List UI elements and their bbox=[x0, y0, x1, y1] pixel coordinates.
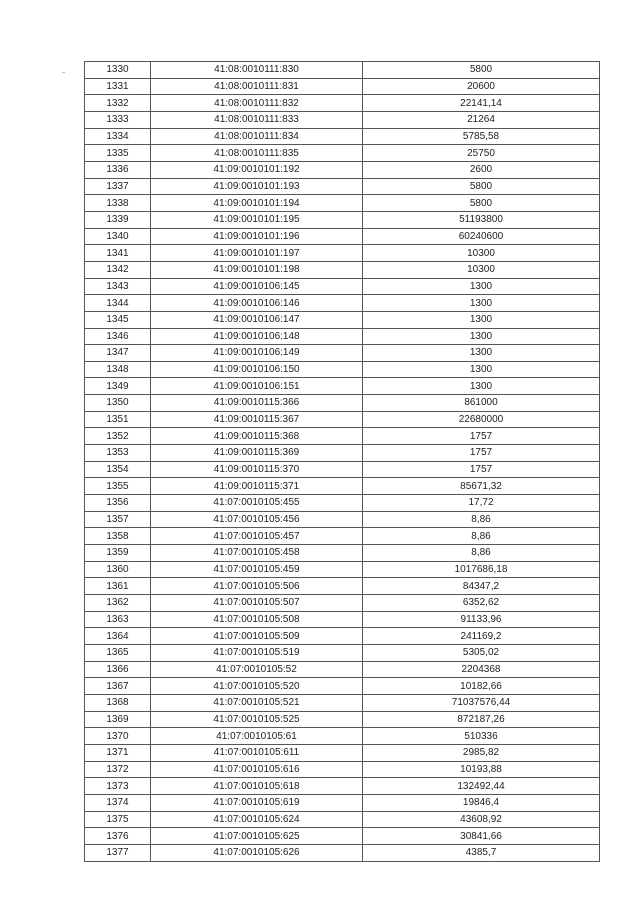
row-number-cell: 1369 bbox=[85, 711, 151, 728]
row-number-cell: 1337 bbox=[85, 178, 151, 195]
row-number-cell: 1331 bbox=[85, 78, 151, 95]
row-number-cell: 1372 bbox=[85, 761, 151, 778]
cadastral-number-cell: 41:09:0010115:366 bbox=[151, 395, 363, 412]
cadastral-number-cell: 41:07:0010105:459 bbox=[151, 561, 363, 578]
table-row bbox=[85, 778, 600, 795]
cadastral-number-cell: 41:07:0010105:458 bbox=[151, 545, 363, 562]
cadastral-number-cell: 41:07:0010105:616 bbox=[151, 761, 363, 778]
cadastral-number-cell: 41:08:0010111:834 bbox=[151, 128, 363, 145]
value-cell: 241169,2 bbox=[363, 628, 600, 645]
row-number-cell: 1358 bbox=[85, 528, 151, 545]
cadastral-value-table bbox=[84, 61, 600, 862]
table-row bbox=[85, 844, 600, 861]
value-cell: 5305,02 bbox=[363, 644, 600, 661]
cadastral-number-cell: 41:07:0010105:456 bbox=[151, 511, 363, 528]
value-cell: 1300 bbox=[363, 361, 600, 378]
value-cell: 43608,92 bbox=[363, 811, 600, 828]
table-row bbox=[85, 811, 600, 828]
table-row bbox=[85, 595, 600, 612]
row-number-cell: 1365 bbox=[85, 644, 151, 661]
value-cell: 1300 bbox=[363, 328, 600, 345]
row-number-cell: 1344 bbox=[85, 295, 151, 312]
row-number-cell: 1343 bbox=[85, 278, 151, 295]
value-cell: 10300 bbox=[363, 245, 600, 262]
row-number-cell: 1376 bbox=[85, 828, 151, 845]
scan-speck bbox=[62, 72, 65, 73]
value-cell: 51193800 bbox=[363, 211, 600, 228]
cadastral-number-cell: 41:09:0010115:370 bbox=[151, 461, 363, 478]
value-cell: 10193,88 bbox=[363, 761, 600, 778]
value-cell: 1300 bbox=[363, 311, 600, 328]
row-number-cell: 1350 bbox=[85, 395, 151, 412]
cadastral-number-cell: 41:09:0010101:192 bbox=[151, 161, 363, 178]
row-number-cell: 1370 bbox=[85, 728, 151, 745]
row-number-cell: 1363 bbox=[85, 611, 151, 628]
value-cell: 1300 bbox=[363, 345, 600, 362]
row-number-cell: 1371 bbox=[85, 744, 151, 761]
cadastral-number-cell: 41:09:0010101:197 bbox=[151, 245, 363, 262]
table-row bbox=[85, 311, 600, 328]
cadastral-number-cell: 41:07:0010105:457 bbox=[151, 528, 363, 545]
table-row bbox=[85, 62, 600, 79]
table-row bbox=[85, 78, 600, 95]
value-cell: 10182,66 bbox=[363, 678, 600, 695]
row-number-cell: 1335 bbox=[85, 145, 151, 162]
table-row bbox=[85, 95, 600, 112]
value-cell: 6352,62 bbox=[363, 595, 600, 612]
cadastral-number-cell: 41:09:0010101:195 bbox=[151, 211, 363, 228]
row-number-cell: 1345 bbox=[85, 311, 151, 328]
value-cell: 4385,7 bbox=[363, 844, 600, 861]
table-row bbox=[85, 761, 600, 778]
cadastral-number-cell: 41:07:0010105:506 bbox=[151, 578, 363, 595]
cadastral-number-cell: 41:08:0010111:832 bbox=[151, 95, 363, 112]
row-number-cell: 1349 bbox=[85, 378, 151, 395]
cadastral-number-cell: 41:09:0010115:367 bbox=[151, 411, 363, 428]
row-number-cell: 1373 bbox=[85, 778, 151, 795]
cadastral-number-cell: 41:09:0010106:149 bbox=[151, 345, 363, 362]
row-number-cell: 1375 bbox=[85, 811, 151, 828]
cadastral-number-cell: 41:09:0010115:371 bbox=[151, 478, 363, 495]
value-cell: 19846,4 bbox=[363, 794, 600, 811]
row-number-cell: 1366 bbox=[85, 661, 151, 678]
cadastral-number-cell: 41:09:0010106:147 bbox=[151, 311, 363, 328]
table-row bbox=[85, 495, 600, 512]
table-row bbox=[85, 728, 600, 745]
value-cell: 1300 bbox=[363, 295, 600, 312]
row-number-cell: 1367 bbox=[85, 678, 151, 695]
table-row bbox=[85, 128, 600, 145]
table-row bbox=[85, 145, 600, 162]
row-number-cell: 1377 bbox=[85, 844, 151, 861]
table-row bbox=[85, 828, 600, 845]
row-number-cell: 1339 bbox=[85, 211, 151, 228]
cadastral-number-cell: 41:09:0010115:369 bbox=[151, 445, 363, 462]
value-cell: 2600 bbox=[363, 161, 600, 178]
table-row bbox=[85, 794, 600, 811]
table-row bbox=[85, 328, 600, 345]
cadastral-number-cell: 41:08:0010111:830 bbox=[151, 62, 363, 79]
value-cell: 1017686,18 bbox=[363, 561, 600, 578]
cadastral-number-cell: 41:07:0010105:624 bbox=[151, 811, 363, 828]
value-cell: 8,86 bbox=[363, 528, 600, 545]
table-row bbox=[85, 361, 600, 378]
cadastral-number-cell: 41:07:0010105:520 bbox=[151, 678, 363, 695]
row-number-cell: 1338 bbox=[85, 195, 151, 212]
table-row bbox=[85, 628, 600, 645]
value-cell: 85671,32 bbox=[363, 478, 600, 495]
row-number-cell: 1364 bbox=[85, 628, 151, 645]
cadastral-number-cell: 41:07:0010105:52 bbox=[151, 661, 363, 678]
cadastral-number-cell: 41:08:0010111:833 bbox=[151, 111, 363, 128]
value-cell: 2985,82 bbox=[363, 744, 600, 761]
cadastral-number-cell: 41:07:0010105:507 bbox=[151, 595, 363, 612]
row-number-cell: 1341 bbox=[85, 245, 151, 262]
cadastral-number-cell: 41:07:0010105:508 bbox=[151, 611, 363, 628]
table-row bbox=[85, 195, 600, 212]
cadastral-number-cell: 41:09:0010101:194 bbox=[151, 195, 363, 212]
row-number-cell: 1334 bbox=[85, 128, 151, 145]
table-row bbox=[85, 461, 600, 478]
table-row bbox=[85, 395, 600, 412]
cadastral-number-cell: 41:09:0010115:368 bbox=[151, 428, 363, 445]
table-row bbox=[85, 478, 600, 495]
table-row bbox=[85, 678, 600, 695]
cadastral-number-cell: 41:07:0010105:61 bbox=[151, 728, 363, 745]
value-cell: 20600 bbox=[363, 78, 600, 95]
cadastral-number-cell: 41:09:0010106:150 bbox=[151, 361, 363, 378]
table-row bbox=[85, 111, 600, 128]
cadastral-number-cell: 41:09:0010106:146 bbox=[151, 295, 363, 312]
table-row bbox=[85, 345, 600, 362]
value-cell: 132492,44 bbox=[363, 778, 600, 795]
row-number-cell: 1374 bbox=[85, 794, 151, 811]
cadastral-number-cell: 41:09:0010101:196 bbox=[151, 228, 363, 245]
value-cell: 30841,66 bbox=[363, 828, 600, 845]
table-row bbox=[85, 711, 600, 728]
row-number-cell: 1340 bbox=[85, 228, 151, 245]
value-cell: 5785,58 bbox=[363, 128, 600, 145]
row-number-cell: 1351 bbox=[85, 411, 151, 428]
cadastral-number-cell: 41:07:0010105:519 bbox=[151, 644, 363, 661]
cadastral-number-cell: 41:09:0010106:145 bbox=[151, 278, 363, 295]
value-cell: 5800 bbox=[363, 62, 600, 79]
row-number-cell: 1347 bbox=[85, 345, 151, 362]
table-row bbox=[85, 511, 600, 528]
value-cell: 2204368 bbox=[363, 661, 600, 678]
table-row bbox=[85, 211, 600, 228]
table-row bbox=[85, 411, 600, 428]
table-row bbox=[85, 561, 600, 578]
row-number-cell: 1356 bbox=[85, 495, 151, 512]
table-row bbox=[85, 228, 600, 245]
value-cell: 872187,26 bbox=[363, 711, 600, 728]
row-number-cell: 1330 bbox=[85, 62, 151, 79]
value-cell: 1757 bbox=[363, 445, 600, 462]
value-cell: 1757 bbox=[363, 461, 600, 478]
value-cell: 22141,14 bbox=[363, 95, 600, 112]
value-cell: 10300 bbox=[363, 261, 600, 278]
row-number-cell: 1352 bbox=[85, 428, 151, 445]
row-number-cell: 1346 bbox=[85, 328, 151, 345]
row-number-cell: 1357 bbox=[85, 511, 151, 528]
value-cell: 21264 bbox=[363, 111, 600, 128]
table-row bbox=[85, 378, 600, 395]
table-row bbox=[85, 445, 600, 462]
value-cell: 17,72 bbox=[363, 495, 600, 512]
cadastral-number-cell: 41:07:0010105:626 bbox=[151, 844, 363, 861]
value-cell: 8,86 bbox=[363, 511, 600, 528]
value-cell: 1300 bbox=[363, 278, 600, 295]
cadastral-number-cell: 41:07:0010105:525 bbox=[151, 711, 363, 728]
cadastral-number-cell: 41:07:0010105:611 bbox=[151, 744, 363, 761]
value-cell: 5800 bbox=[363, 195, 600, 212]
row-number-cell: 1333 bbox=[85, 111, 151, 128]
value-cell: 861000 bbox=[363, 395, 600, 412]
table-row bbox=[85, 528, 600, 545]
table-row bbox=[85, 295, 600, 312]
table-row bbox=[85, 694, 600, 711]
value-cell: 8,86 bbox=[363, 545, 600, 562]
table-row bbox=[85, 261, 600, 278]
table-row bbox=[85, 428, 600, 445]
row-number-cell: 1354 bbox=[85, 461, 151, 478]
row-number-cell: 1360 bbox=[85, 561, 151, 578]
cadastral-number-cell: 41:08:0010111:831 bbox=[151, 78, 363, 95]
table-row bbox=[85, 545, 600, 562]
cadastral-number-cell: 41:09:0010106:151 bbox=[151, 378, 363, 395]
cadastral-number-cell: 41:07:0010105:618 bbox=[151, 778, 363, 795]
value-cell: 71037576,44 bbox=[363, 694, 600, 711]
value-cell: 91133,96 bbox=[363, 611, 600, 628]
row-number-cell: 1362 bbox=[85, 595, 151, 612]
cadastral-number-cell: 41:07:0010105:521 bbox=[151, 694, 363, 711]
value-cell: 1300 bbox=[363, 378, 600, 395]
table-row bbox=[85, 644, 600, 661]
row-number-cell: 1348 bbox=[85, 361, 151, 378]
cadastral-number-cell: 41:08:0010111:835 bbox=[151, 145, 363, 162]
row-number-cell: 1353 bbox=[85, 445, 151, 462]
row-number-cell: 1368 bbox=[85, 694, 151, 711]
table-row bbox=[85, 611, 600, 628]
table-row bbox=[85, 245, 600, 262]
value-cell: 1757 bbox=[363, 428, 600, 445]
cadastral-number-cell: 41:09:0010106:148 bbox=[151, 328, 363, 345]
cadastral-number-cell: 41:07:0010105:619 bbox=[151, 794, 363, 811]
cadastral-number-cell: 41:09:0010101:198 bbox=[151, 261, 363, 278]
cadastral-number-cell: 41:07:0010105:509 bbox=[151, 628, 363, 645]
value-cell: 22680000 bbox=[363, 411, 600, 428]
row-number-cell: 1355 bbox=[85, 478, 151, 495]
table-row bbox=[85, 178, 600, 195]
table-row bbox=[85, 278, 600, 295]
table-body bbox=[85, 62, 600, 862]
table-row bbox=[85, 661, 600, 678]
value-cell: 510336 bbox=[363, 728, 600, 745]
value-cell: 60240600 bbox=[363, 228, 600, 245]
row-number-cell: 1342 bbox=[85, 261, 151, 278]
table-row bbox=[85, 744, 600, 761]
value-cell: 84347,2 bbox=[363, 578, 600, 595]
value-cell: 5800 bbox=[363, 178, 600, 195]
cadastral-number-cell: 41:07:0010105:455 bbox=[151, 495, 363, 512]
cadastral-number-cell: 41:09:0010101:193 bbox=[151, 178, 363, 195]
row-number-cell: 1361 bbox=[85, 578, 151, 595]
value-cell: 25750 bbox=[363, 145, 600, 162]
table-row bbox=[85, 578, 600, 595]
row-number-cell: 1336 bbox=[85, 161, 151, 178]
row-number-cell: 1359 bbox=[85, 545, 151, 562]
table-row bbox=[85, 161, 600, 178]
row-number-cell: 1332 bbox=[85, 95, 151, 112]
cadastral-number-cell: 41:07:0010105:625 bbox=[151, 828, 363, 845]
